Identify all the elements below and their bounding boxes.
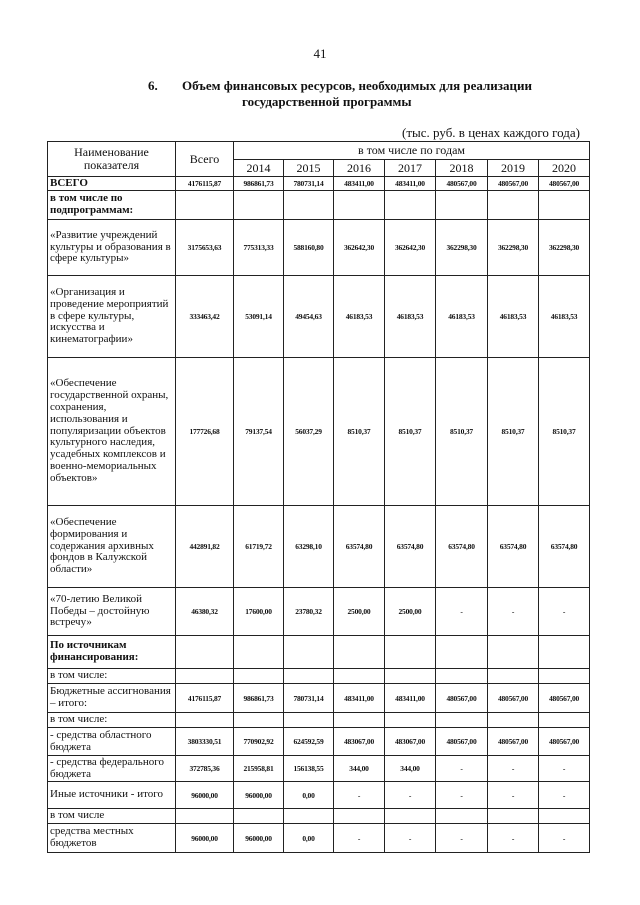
table-row bbox=[48, 728, 590, 756]
cell-year-value bbox=[436, 713, 488, 728]
cell-total: 372785,36 bbox=[176, 756, 234, 782]
cell-total bbox=[176, 669, 234, 684]
cell-year-value bbox=[436, 809, 488, 824]
cell-year-value bbox=[334, 636, 385, 669]
cell-total: 96000,00 bbox=[176, 824, 234, 853]
header-year: 2020 bbox=[539, 160, 590, 177]
table-row bbox=[48, 782, 590, 809]
header-year: 2014 bbox=[234, 160, 284, 177]
cell-year-value: - bbox=[385, 824, 436, 853]
cell-year-value: 483411,00 bbox=[385, 177, 436, 191]
cell-year-value: 480567,00 bbox=[539, 728, 590, 756]
cell-year-value: 63574,80 bbox=[488, 506, 539, 588]
cell-total: 177726,68 bbox=[176, 358, 234, 506]
cell-year-value: 46183,53 bbox=[334, 276, 385, 358]
cell-year-value bbox=[539, 191, 590, 220]
cell-year-value bbox=[234, 669, 284, 684]
cell-year-value: 96000,00 bbox=[234, 824, 284, 853]
table-row bbox=[48, 756, 590, 782]
cell-total: 3803330,51 bbox=[176, 728, 234, 756]
cell-year-value: 215958,81 bbox=[234, 756, 284, 782]
cell-year-value: - bbox=[334, 782, 385, 809]
row-name: в том числе bbox=[48, 809, 176, 824]
row-name: - средства областного бюджета bbox=[48, 728, 176, 756]
cell-year-value: 8510,37 bbox=[436, 358, 488, 506]
cell-year-value: 480567,00 bbox=[436, 728, 488, 756]
cell-total bbox=[176, 809, 234, 824]
cell-year-value: - bbox=[334, 824, 385, 853]
cell-total: 442891,82 bbox=[176, 506, 234, 588]
cell-year-value: 480567,00 bbox=[488, 684, 539, 713]
cell-year-value: 986861,73 bbox=[234, 177, 284, 191]
cell-year-value: 480567,00 bbox=[539, 177, 590, 191]
financial-resources-table bbox=[47, 141, 590, 853]
cell-year-value: 362642,30 bbox=[385, 220, 436, 276]
cell-year-value: - bbox=[436, 782, 488, 809]
cell-year-value: 46183,53 bbox=[488, 276, 539, 358]
table-row bbox=[48, 276, 590, 358]
cell-year-value: 17600,00 bbox=[234, 588, 284, 636]
header-year: 2015 bbox=[284, 160, 334, 177]
row-name: «Обеспечение формирования и содержания архивных фондов в Калужской области» bbox=[48, 506, 176, 588]
table-row bbox=[48, 358, 590, 506]
cell-year-value: 49454,63 bbox=[284, 276, 334, 358]
cell-year-value: 344,00 bbox=[334, 756, 385, 782]
cell-total: 96000,00 bbox=[176, 782, 234, 809]
cell-year-value bbox=[488, 191, 539, 220]
cell-total bbox=[176, 636, 234, 669]
cell-year-value bbox=[334, 713, 385, 728]
cell-year-value bbox=[385, 713, 436, 728]
cell-year-value: 780731,14 bbox=[284, 684, 334, 713]
row-name: - средства федерального бюджета bbox=[48, 756, 176, 782]
table-row bbox=[48, 636, 590, 669]
cell-year-value: 53091,14 bbox=[234, 276, 284, 358]
cell-year-value: 362298,30 bbox=[436, 220, 488, 276]
table-row bbox=[48, 713, 590, 728]
units-note: (тыс. руб. в ценах каждого года) bbox=[402, 125, 580, 140]
cell-year-value: 480567,00 bbox=[436, 684, 488, 713]
cell-total: 46380,32 bbox=[176, 588, 234, 636]
cell-year-value: 480567,00 bbox=[436, 177, 488, 191]
cell-year-value: - bbox=[488, 782, 539, 809]
cell-year-value: 770902,92 bbox=[234, 728, 284, 756]
cell-year-value: 344,00 bbox=[385, 756, 436, 782]
cell-year-value: - bbox=[539, 782, 590, 809]
table-row bbox=[48, 809, 590, 824]
cell-year-value: 79137,54 bbox=[234, 358, 284, 506]
cell-year-value bbox=[234, 809, 284, 824]
cell-year-value: 0,00 bbox=[284, 824, 334, 853]
cell-total: 333463,42 bbox=[176, 276, 234, 358]
cell-year-value: 46183,53 bbox=[539, 276, 590, 358]
cell-year-value bbox=[488, 809, 539, 824]
cell-year-value bbox=[436, 636, 488, 669]
cell-year-value: 2500,00 bbox=[385, 588, 436, 636]
cell-year-value: 96000,00 bbox=[234, 782, 284, 809]
section-number: 6. bbox=[148, 78, 158, 93]
cell-total bbox=[176, 191, 234, 220]
row-name: средства местных бюджетов bbox=[48, 824, 176, 853]
cell-year-value: 63574,80 bbox=[539, 506, 590, 588]
cell-year-value: 63574,80 bbox=[334, 506, 385, 588]
row-name: «70-летию Великой Победы – достойную встречу» bbox=[48, 588, 176, 636]
cell-year-value bbox=[488, 669, 539, 684]
cell-year-value bbox=[234, 636, 284, 669]
header-year: 2017 bbox=[385, 160, 436, 177]
cell-year-value: 588160,80 bbox=[284, 220, 334, 276]
cell-year-value: 61719,72 bbox=[234, 506, 284, 588]
cell-year-value bbox=[234, 713, 284, 728]
cell-year-value: 56037,29 bbox=[284, 358, 334, 506]
cell-year-value: 8510,37 bbox=[488, 358, 539, 506]
cell-year-value bbox=[539, 713, 590, 728]
cell-year-value bbox=[334, 669, 385, 684]
cell-year-value: 483411,00 bbox=[334, 684, 385, 713]
cell-year-value: 362298,30 bbox=[539, 220, 590, 276]
cell-year-value bbox=[284, 636, 334, 669]
cell-year-value bbox=[539, 669, 590, 684]
cell-year-value: - bbox=[436, 824, 488, 853]
cell-year-value: 483411,00 bbox=[385, 684, 436, 713]
section-title-line-1: Объем финансовых ресурсов, необходимых для реализации bbox=[182, 78, 532, 93]
row-name: Бюджетные ассигнования – итого: bbox=[48, 684, 176, 713]
cell-year-value: 480567,00 bbox=[488, 177, 539, 191]
table-row bbox=[48, 177, 590, 191]
cell-year-value bbox=[284, 191, 334, 220]
cell-year-value: 156138,55 bbox=[284, 756, 334, 782]
cell-year-value: 23780,32 bbox=[284, 588, 334, 636]
cell-year-value: 8510,37 bbox=[385, 358, 436, 506]
cell-year-value: 775313,33 bbox=[234, 220, 284, 276]
row-name: ВСЕГО bbox=[48, 177, 176, 191]
cell-year-value bbox=[334, 191, 385, 220]
cell-year-value: 2500,00 bbox=[334, 588, 385, 636]
cell-year-value: 63298,10 bbox=[284, 506, 334, 588]
cell-year-value: 480567,00 bbox=[539, 684, 590, 713]
row-name: «Развитие учреждений культуры и образования в сфере культуры» bbox=[48, 220, 176, 276]
row-name: в том числе: bbox=[48, 669, 176, 684]
row-name: в том числе по подпрограммам: bbox=[48, 191, 176, 220]
row-name: По источникам финансирования: bbox=[48, 636, 176, 669]
cell-year-value: - bbox=[488, 824, 539, 853]
header-year: 2018 bbox=[436, 160, 488, 177]
cell-year-value: - bbox=[436, 588, 488, 636]
cell-year-value bbox=[436, 191, 488, 220]
header-indicator-name: Наименование показателя bbox=[48, 142, 176, 177]
cell-year-value: 483411,00 bbox=[334, 177, 385, 191]
cell-year-value bbox=[385, 191, 436, 220]
cell-year-value: - bbox=[385, 782, 436, 809]
cell-total: 4176115,87 bbox=[176, 684, 234, 713]
page-number: 41 bbox=[313, 46, 327, 61]
table-row bbox=[48, 191, 590, 220]
cell-year-value bbox=[334, 809, 385, 824]
cell-year-value: 483067,00 bbox=[385, 728, 436, 756]
cell-year-value bbox=[284, 669, 334, 684]
cell-year-value: 8510,37 bbox=[334, 358, 385, 506]
cell-year-value: - bbox=[539, 824, 590, 853]
header-total: Всего bbox=[176, 142, 234, 177]
table-row bbox=[48, 684, 590, 713]
section-title-line-2: государственной программы bbox=[242, 94, 412, 109]
cell-year-value: - bbox=[488, 588, 539, 636]
cell-total bbox=[176, 713, 234, 728]
cell-year-value: 63574,80 bbox=[436, 506, 488, 588]
cell-year-value: 63574,80 bbox=[385, 506, 436, 588]
cell-year-value: 362298,30 bbox=[488, 220, 539, 276]
cell-year-value: 986861,73 bbox=[234, 684, 284, 713]
table-row bbox=[48, 669, 590, 684]
row-name: «Обеспечение государственной охраны, сохранения, использования и популяризации объектов культурного наследия, усадебных комплексов и военно-мемориальных объектов» bbox=[48, 358, 176, 506]
cell-year-value: 46183,53 bbox=[385, 276, 436, 358]
cell-year-value bbox=[284, 713, 334, 728]
cell-year-value: - bbox=[539, 588, 590, 636]
cell-year-value bbox=[539, 636, 590, 669]
cell-year-value: 483067,00 bbox=[334, 728, 385, 756]
cell-year-value bbox=[488, 713, 539, 728]
cell-year-value: 46183,53 bbox=[436, 276, 488, 358]
cell-year-value: 624592,59 bbox=[284, 728, 334, 756]
cell-year-value bbox=[385, 809, 436, 824]
cell-total: 3175653,63 bbox=[176, 220, 234, 276]
cell-year-value bbox=[436, 669, 488, 684]
cell-year-value: 780731,14 bbox=[284, 177, 334, 191]
cell-year-value: 362642,30 bbox=[334, 220, 385, 276]
cell-year-value: 0,00 bbox=[284, 782, 334, 809]
cell-total: 4176115,87 bbox=[176, 177, 234, 191]
cell-year-value: - bbox=[488, 756, 539, 782]
cell-year-value bbox=[284, 809, 334, 824]
table-row bbox=[48, 588, 590, 636]
table-row bbox=[48, 220, 590, 276]
cell-year-value bbox=[385, 636, 436, 669]
cell-year-value: 480567,00 bbox=[488, 728, 539, 756]
header-year: 2016 bbox=[334, 160, 385, 177]
header-year: 2019 bbox=[488, 160, 539, 177]
cell-year-value: 8510,37 bbox=[539, 358, 590, 506]
row-name: в том числе: bbox=[48, 713, 176, 728]
cell-year-value bbox=[234, 191, 284, 220]
row-name: Иные источники - итого bbox=[48, 782, 176, 809]
table-row bbox=[48, 506, 590, 588]
row-name: «Организация и проведение мероприятий в сфере культуры, искусства и кинематографии» bbox=[48, 276, 176, 358]
header-by-years: в том числе по годам bbox=[234, 142, 590, 160]
table-row bbox=[48, 824, 590, 853]
cell-year-value: - bbox=[436, 756, 488, 782]
cell-year-value bbox=[488, 636, 539, 669]
cell-year-value bbox=[385, 669, 436, 684]
cell-year-value: - bbox=[539, 756, 590, 782]
cell-year-value bbox=[539, 809, 590, 824]
